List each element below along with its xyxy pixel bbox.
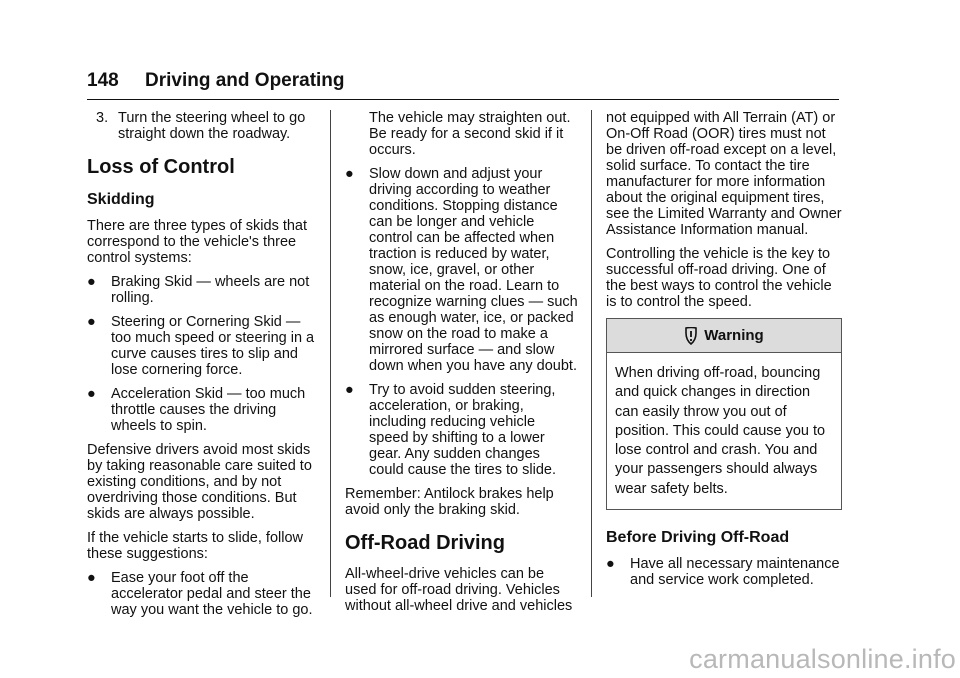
bullet-icon: ● bbox=[87, 314, 96, 330]
warning-box bbox=[606, 318, 842, 510]
list-item bbox=[345, 166, 578, 374]
section-title: Driving and Operating bbox=[145, 70, 345, 91]
bullet-icon: ● bbox=[345, 166, 354, 182]
watermark: carmanualsonline.info bbox=[689, 644, 956, 674]
list-item-text: Try to avoid sudden steering, acceleration, or braking, including reducing vehicle speed by shifting to a lower gear. Any sudden changes could cause the tires to slide. bbox=[369, 382, 556, 478]
list-item-text: Acceleration Skid — too much throttle causes the driving wheels to spin. bbox=[111, 386, 306, 434]
list-item-text: Ease your foot off the accelerator pedal and steer the way you want the vehicle to go. bbox=[111, 570, 313, 618]
warning-header bbox=[607, 319, 841, 353]
bullet-icon: ● bbox=[345, 382, 354, 398]
header-rule bbox=[87, 99, 839, 100]
list-item-text: Braking Skid — wheels are not rolling. bbox=[111, 274, 310, 306]
column-2 bbox=[345, 110, 578, 622]
column-divider bbox=[330, 110, 331, 597]
bullet-icon: ● bbox=[87, 274, 96, 290]
skidding-heading: Skidding bbox=[87, 191, 155, 208]
step-text: Turn the steering wheel to go straight down the roadway. bbox=[118, 110, 306, 142]
warning-title: Warning bbox=[704, 326, 764, 344]
step-number: 3. bbox=[96, 110, 109, 126]
warning-icon bbox=[684, 327, 698, 345]
continuation-paragraph: The vehicle may straighten out. Be ready for a second skid if it occurs. bbox=[369, 110, 571, 158]
list-item bbox=[87, 314, 315, 378]
list-item bbox=[606, 556, 842, 588]
bullet-icon: ● bbox=[87, 386, 96, 402]
skid-intro-paragraph: There are three types of skids that correspond to the vehicle's three control systems: bbox=[87, 218, 308, 266]
page-number: 148 bbox=[87, 70, 119, 91]
step-3 bbox=[87, 110, 315, 142]
loss-of-control-heading: Loss of Control bbox=[87, 156, 235, 178]
off-road-paragraph: All-wheel-drive vehicles can be used for off-road driving. Vehicles without all-wheel drive and vehicles bbox=[345, 566, 573, 614]
defensive-drivers-paragraph: Defensive drivers avoid most skids by taking reasonable care suited to existing conditions, and by not overdriving those conditions. But skids are always possible. bbox=[87, 442, 312, 522]
tires-paragraph: not equipped with All Terrain (AT) or On-Off Road (OOR) tires must not be driven off-road except on a level, solid surface. To contact the tire manufacturer for more information about the original equipment tires, see the Limited Warranty and Owner Assistance Information manual. bbox=[606, 110, 842, 238]
column-divider bbox=[591, 110, 592, 597]
speed-control-paragraph: Controlling the vehicle is the key to successful off-road driving. One of the best ways to control the vehicle is to control the speed. bbox=[606, 246, 832, 310]
slide-suggestions-paragraph: If the vehicle starts to slide, follow these suggestions: bbox=[87, 530, 303, 562]
list-item-text: Slow down and adjust your driving according to weather conditions. Stopping distance can be longer and vehicle control can be affected when traction is reduced by water, snow, ice, gravel, or other material on the road. Learn to recognize warning clues — such as enough water, ice, or packed snow on the road to make a mirrored surface — and slow down when you have any doubt. bbox=[369, 166, 578, 374]
list-item bbox=[87, 274, 315, 306]
antilock-paragraph: Remember: Antilock brakes help avoid only the braking skid. bbox=[345, 486, 554, 518]
page-header bbox=[87, 70, 839, 100]
list-item-text: Steering or Cornering Skid — too much speed or steering in a curve causes tires to slip and lose cornering force. bbox=[111, 314, 315, 378]
off-road-driving-heading: Off-Road Driving bbox=[345, 532, 505, 554]
bullet-icon: ● bbox=[606, 556, 615, 573]
column-1 bbox=[87, 110, 315, 626]
list-item bbox=[87, 570, 315, 618]
before-driving-heading: Before Driving Off-Road bbox=[606, 529, 790, 547]
column-3 bbox=[606, 110, 842, 596]
list-item bbox=[87, 386, 315, 434]
warning-text: When driving off-road, bouncing and quick changes in direction can easily throw you out of position. This could cause you to lose control and crash. You and your passengers should always wear safety belts. bbox=[615, 365, 826, 497]
list-item bbox=[345, 382, 578, 478]
list-item-text: Have all necessary maintenance and service work completed. bbox=[630, 556, 840, 589]
bullet-icon: ● bbox=[87, 570, 96, 586]
